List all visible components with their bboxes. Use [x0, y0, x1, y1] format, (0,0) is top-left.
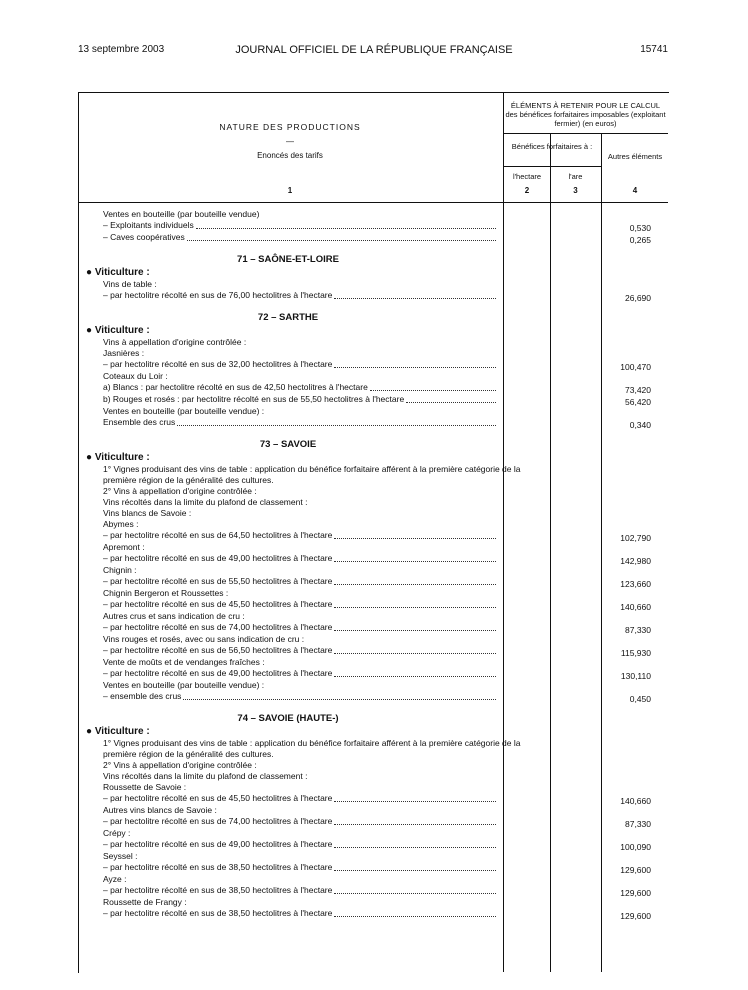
tariff-label: 2° Vins à appellation d'origine contrôlée : [103, 486, 257, 496]
tariff-label: Ventes en bouteille (par bouteille vendue) : [103, 680, 265, 690]
list-item [103, 508, 496, 518]
tariff-value: 87,330 [625, 819, 651, 829]
list-item [103, 839, 496, 849]
col1-number: 1 [287, 186, 293, 195]
tariff-label: – par hectolitre récolté en sus de 49,00 hectolitres à l'hectare [103, 839, 333, 849]
tariff-label: Seyssel : [103, 851, 138, 861]
list-item [103, 497, 496, 507]
tariff-label: Ensemble des crus [103, 417, 176, 427]
list-item [103, 805, 496, 815]
tariff-label: Ventes en bouteille (par bouteille vendue) [103, 209, 260, 219]
col2-number: 2 [524, 186, 530, 195]
tariff-label: Crépy : [103, 828, 131, 838]
section-heading: ● Viticulture : [86, 325, 150, 336]
tariff-label: – par hectolitre récolté en sus de 49,00 hectolitres à l'hectare [103, 553, 333, 563]
list-item [103, 542, 496, 552]
dot-leader [334, 647, 496, 654]
list-item [103, 475, 496, 485]
tariff-label: Vins rouges et rosés, avec ou sans indication de cru : [103, 634, 305, 644]
tariff-value: 100,090 [620, 842, 651, 852]
benefices-heading: Bénéfices forfaitaires à : [511, 142, 593, 151]
tariff-label: a) Blancs : par hectolitre récolté en sus de 42,50 hectolitres à l'hectare [103, 382, 368, 392]
tariff-label: Ventes en bouteille (par bouteille vendue) : [103, 406, 265, 416]
tariff-label: Roussette de Frangy : [103, 897, 187, 907]
list-item [103, 553, 496, 563]
tariff-label: Apremont : [103, 542, 145, 552]
dot-leader [334, 818, 496, 825]
list-item [103, 622, 496, 632]
list-item [103, 530, 496, 540]
column-divider [503, 92, 504, 972]
tariff-label: Chignin : [103, 565, 137, 575]
list-item [103, 668, 496, 678]
tariff-label: Jasnières : [103, 348, 145, 358]
tariff-label: Ayze : [103, 874, 127, 884]
list-item [103, 417, 496, 427]
dot-leader [334, 624, 496, 631]
list-item [103, 897, 496, 907]
dot-leader [370, 384, 496, 391]
col1-title: NATURE DES PRODUCTIONS [219, 122, 361, 132]
tariff-label: – ensemble des crus [103, 691, 182, 701]
tariff-label: – par hectolitre récolté en sus de 49,00 hectolitres à l'hectare [103, 668, 333, 678]
list-item [103, 371, 496, 381]
tariff-label: Coteaux du Loir : [103, 371, 168, 381]
tariff-label: 1° Vignes produisant des vins de table : application du bénéfice forfaitaire afférent à la première catégorie de la [103, 738, 521, 748]
group-title: ÉLÉMENTS À RETENIR POUR LE CALCUL des bénéfices forfaitaires imposables (exploitant fermier) (en euros) [505, 101, 666, 128]
header-date: 13 septembre 2003 [78, 44, 165, 55]
header-page-number: 15741 [640, 44, 668, 55]
tariff-label: Vins récoltés dans la limite du plafond de classement : [103, 497, 308, 507]
tariff-label: – par hectolitre récolté en sus de 55,50 hectolitres à l'hectare [103, 576, 333, 586]
tariff-value: 123,660 [620, 579, 651, 589]
list-item [103, 406, 496, 416]
tariff-label: – par hectolitre récolté en sus de 38,50 hectolitres à l'hectare [103, 885, 333, 895]
dot-leader [334, 910, 496, 917]
tariff-value: 102,790 [620, 533, 651, 543]
tariff-label: – par hectolitre récolté en sus de 56,50 hectolitres à l'hectare [103, 645, 333, 655]
tariff-label: – par hectolitre récolté en sus de 38,50 hectolitres à l'hectare [103, 908, 333, 918]
hectare-heading: l'hectare [512, 172, 542, 181]
dot-leader [406, 396, 496, 403]
list-item [103, 782, 496, 792]
tariff-label: 1° Vignes produisant des vins de table : application du bénéfice forfaitaire afférent à la première catégorie de la [103, 464, 521, 474]
dot-leader [334, 601, 496, 608]
tariff-label: Abymes : [103, 519, 139, 529]
list-item [103, 382, 496, 392]
tariff-label: – par hectolitre récolté en sus de 74,00 hectolitres à l'hectare [103, 622, 333, 632]
tariff-label: – par hectolitre récolté en sus de 32,00 hectolitres à l'hectare [103, 359, 333, 369]
department-heading: 74 – SAVOIE (HAUTE-) [237, 713, 339, 724]
department-heading: 72 – SARTHE [257, 312, 319, 323]
header-bottom-rule [78, 202, 668, 203]
tariff-value: 0,450 [629, 694, 651, 704]
dot-leader [334, 795, 496, 802]
are-heading: l'are [568, 172, 583, 181]
tariff-label: Vins à appellation d'origine contrôlée : [103, 337, 247, 347]
tariff-label: b) Rouges et rosés : par hectolitre récolté en sus de 55,50 hectolitres à l'hectare [103, 394, 405, 404]
list-item [103, 645, 496, 655]
list-item [103, 394, 496, 404]
tariff-value: 129,600 [620, 865, 651, 875]
tariff-value: 130,110 [620, 671, 651, 681]
dot-leader [183, 693, 496, 700]
tariff-label: – par hectolitre récolté en sus de 38,50 hectolitres à l'hectare [103, 862, 333, 872]
list-item [103, 232, 496, 242]
section-heading: ● Viticulture : [86, 726, 150, 737]
list-item [103, 862, 496, 872]
list-item [103, 588, 496, 598]
dot-leader [187, 234, 496, 241]
tariff-label: 2° Vins à appellation d'origine contrôlée : [103, 760, 257, 770]
tariff-value: 142,980 [620, 556, 651, 566]
tariff-value: 0,340 [629, 420, 651, 430]
section-heading: ● Viticulture : [86, 452, 150, 463]
dot-leader [334, 887, 496, 894]
dot-leader [334, 555, 496, 562]
tariff-label: Chignin Bergeron et Roussettes : [103, 588, 229, 598]
list-item [103, 348, 496, 358]
tariff-value: 26,690 [625, 293, 651, 303]
list-item [103, 337, 496, 347]
tariff-label: Autres crus et sans indication de cru : [103, 611, 245, 621]
list-item [103, 290, 496, 300]
tariff-label: Vins blancs de Savoie : [103, 508, 192, 518]
tariff-value: 56,420 [625, 397, 651, 407]
tariff-value: 0,530 [629, 223, 651, 233]
tariff-label: Roussette de Savoie : [103, 782, 187, 792]
dot-leader [334, 361, 496, 368]
list-item [103, 908, 496, 918]
list-item [103, 793, 496, 803]
col1-dash: — [286, 137, 294, 146]
col1-subtitle: Enoncés des tarifs [257, 151, 323, 160]
dot-leader [334, 532, 496, 539]
list-item [103, 209, 496, 219]
list-item [103, 691, 496, 701]
header-divider [503, 133, 668, 134]
section-heading: ● Viticulture : [86, 267, 150, 278]
tariff-label: – par hectolitre récolté en sus de 74,00 hectolitres à l'hectare [103, 816, 333, 826]
tariff-value: 129,600 [620, 888, 651, 898]
tariff-label: – par hectolitre récolté en sus de 45,50 hectolitres à l'hectare [103, 793, 333, 803]
list-item [103, 874, 496, 884]
list-item [103, 464, 521, 474]
department-heading: 71 – SAÔNE-ET-LOIRE [237, 254, 339, 265]
list-item [103, 816, 496, 826]
list-item [103, 565, 496, 575]
department-heading: 73 – SAVOIE [259, 439, 317, 450]
list-item [103, 657, 496, 667]
tariff-value: 87,330 [625, 625, 651, 635]
list-item [103, 519, 496, 529]
list-item [103, 680, 496, 690]
tariff-label: – Caves coopératives [103, 232, 185, 242]
tariff-label: Autres vins blancs de Savoie : [103, 805, 217, 815]
tariff-label: – par hectolitre récolté en sus de 45,50 hectolitres à l'hectare [103, 599, 333, 609]
list-item [103, 771, 496, 781]
tariff-label: Vins de table : [103, 279, 157, 289]
tariff-value: 140,660 [620, 602, 651, 612]
list-item [103, 576, 496, 586]
header-title: JOURNAL OFFICIEL DE LA RÉPUBLIQUE FRANÇAISE [235, 44, 513, 56]
tariff-value: 115,930 [620, 648, 651, 658]
tariff-label: – Exploitants individuels [103, 220, 194, 230]
tariff-value: 100,470 [620, 362, 651, 372]
list-item [103, 828, 496, 838]
tariff-label: Vins récoltés dans la limite du plafond de classement : [103, 771, 308, 781]
column-divider [550, 133, 551, 972]
list-item [103, 486, 496, 496]
tariff-value: 0,265 [629, 235, 651, 245]
tariff-label: – par hectolitre récolté en sus de 64,50 hectolitres à l'hectare [103, 530, 333, 540]
tariff-value: 129,600 [620, 911, 651, 921]
col4-number: 4 [632, 186, 638, 195]
tariff-label: première région de la généralité des cultures. [103, 749, 274, 759]
tariff-value: 140,660 [620, 796, 651, 806]
dot-leader [334, 578, 496, 585]
tariff-label: Vente de moûts et de vendanges fraîches : [103, 657, 265, 667]
column-divider [601, 133, 602, 972]
list-item [103, 738, 521, 748]
list-item [103, 220, 496, 230]
list-item [103, 749, 496, 759]
dot-leader [334, 841, 496, 848]
dot-leader [334, 292, 496, 299]
list-item [103, 359, 496, 369]
list-item [103, 760, 496, 770]
header-divider [503, 166, 601, 167]
autres-heading: Autres éléments [607, 152, 663, 161]
dot-leader [334, 864, 496, 871]
list-item [103, 279, 496, 289]
list-item [103, 634, 496, 644]
col3-number: 3 [573, 186, 578, 195]
dot-leader [334, 670, 496, 677]
tariff-value: 73,420 [625, 385, 651, 395]
tariff-label: première région de la généralité des cultures. [103, 475, 274, 485]
dot-leader [196, 222, 496, 229]
list-item [103, 851, 496, 861]
list-item [103, 611, 496, 621]
tariff-label: – par hectolitre récolté en sus de 76,00 hectolitres à l'hectare [103, 290, 333, 300]
list-item [103, 885, 496, 895]
dot-leader [177, 419, 496, 426]
list-item [103, 599, 496, 609]
